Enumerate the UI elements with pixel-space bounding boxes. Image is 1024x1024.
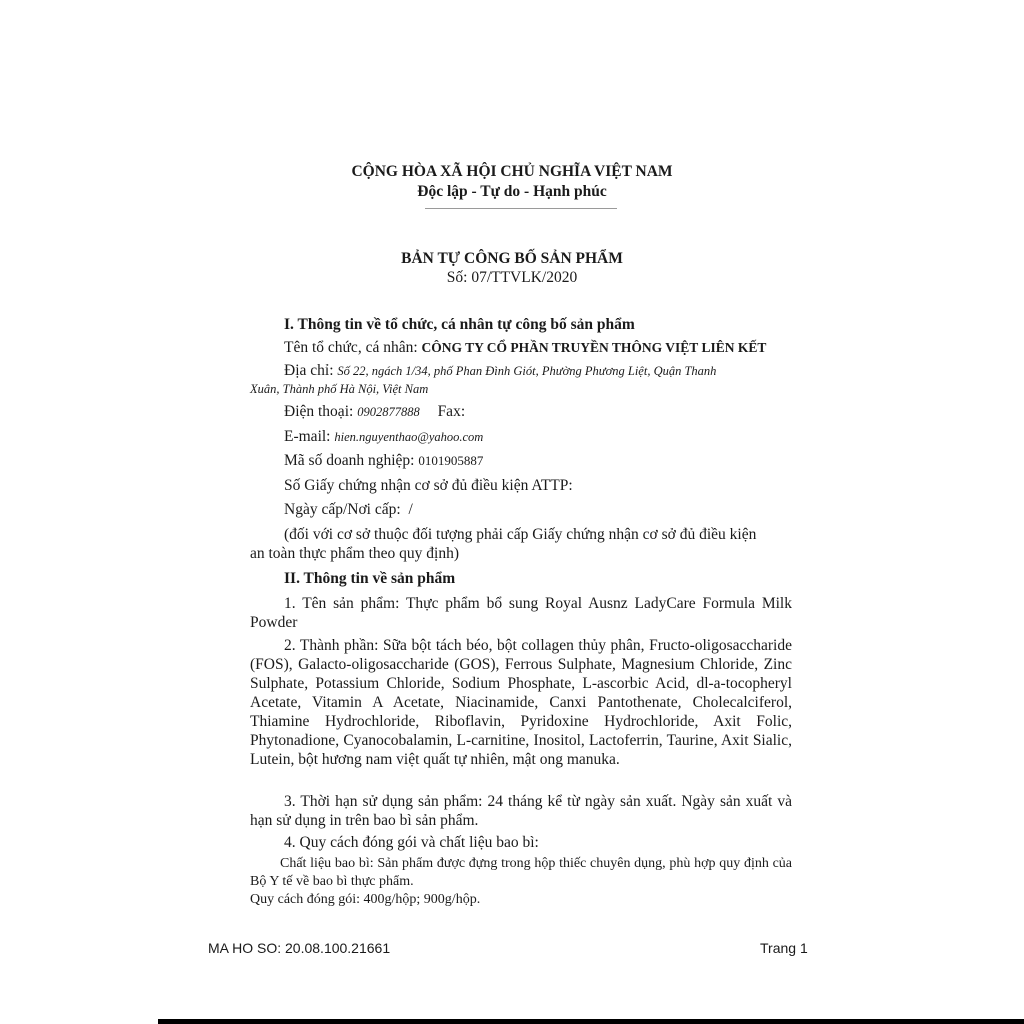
phone-value: 0902877888 bbox=[357, 405, 420, 419]
issue-value: / bbox=[408, 501, 413, 518]
tax-value: 0101905887 bbox=[418, 453, 484, 468]
header-divider bbox=[425, 208, 617, 209]
issue-row bbox=[284, 501, 413, 519]
nation-motto: Độc lập - Tự do - Hạnh phúc bbox=[417, 183, 607, 200]
product-name: 1. Tên sản phẩm: Thực phẩm bổ sung Royal Ausnz LadyCare Formula Milk Powder bbox=[250, 595, 792, 631]
packaging-heading: 4. Quy cách đóng gói và chất liệu bao bì: bbox=[284, 834, 539, 851]
section2-heading: II. Thông tin về sản phẩm bbox=[284, 570, 456, 587]
document-number: Số: 07/TTVLK/2020 bbox=[446, 269, 578, 286]
tax-row bbox=[284, 452, 483, 470]
note-line2: an toàn thực phẩm theo quy định) bbox=[250, 545, 459, 562]
org-row bbox=[284, 339, 766, 357]
address-line1: Số 22, ngách 1/34, phố Phan Đình Giót, Phường Phương Liệt, Quận Thanh bbox=[337, 364, 717, 378]
packaging-material: Chất liệu bao bì: Sản phẩm được đựng trong hộp thiếc chuyên dụng, phù hợp quy định của Bộ Y tế về bao bì thực phẩm. bbox=[250, 856, 792, 889]
address-label: Địa chỉ: bbox=[284, 362, 334, 379]
section1-heading: I. Thông tin về tổ chức, cá nhân tự công bố sản phẩm bbox=[284, 316, 635, 333]
document-title: BẢN TỰ CÔNG BỐ SẢN PHẨM bbox=[401, 250, 623, 267]
note-line1: (đối với cơ sở thuộc đối tượng phải cấp Giấy chứng nhận cơ sở đủ điều kiện bbox=[284, 526, 757, 543]
org-value: CÔNG TY CỔ PHẦN TRUYỀN THÔNG VIỆT LIÊN KẾT bbox=[421, 340, 767, 355]
packaging-spec: Quy cách đóng gói: 400g/hộp; 900g/hộp. bbox=[250, 892, 481, 907]
email-label: E-mail: bbox=[284, 428, 331, 445]
fax-label: Fax: bbox=[437, 403, 466, 420]
issue-label: Ngày cấp/Nơi cấp: bbox=[284, 501, 401, 518]
bottom-edge-bar bbox=[158, 1019, 1024, 1024]
record-number: MA HO SO: 20.08.100.21661 bbox=[208, 940, 391, 956]
tax-label: Mã số doanh nghiệp: bbox=[284, 452, 415, 469]
cert-label: Số Giấy chứng nhận cơ sở đủ điều kiện ATTP: bbox=[284, 477, 573, 494]
email-value: hien.nguyenthao@yahoo.com bbox=[334, 430, 484, 444]
phone-label: Điện thoại: bbox=[284, 403, 354, 420]
email-row bbox=[284, 428, 483, 446]
phone-row bbox=[284, 403, 465, 421]
address-line2: Xuân, Thành phố Hà Nội, Việt Nam bbox=[250, 382, 429, 396]
address-row bbox=[284, 362, 716, 380]
nation-title: CỘNG HÒA XÃ HỘI CHỦ NGHĨA VIỆT NAM bbox=[351, 163, 673, 180]
page-number: Trang 1 bbox=[760, 940, 808, 956]
shelf-life: 3. Thời hạn sử dụng sản phẩm: 24 tháng kể từ ngày sản xuất. Ngày sản xuất và hạn sử dụng in trên bao bì sản phẩm. bbox=[250, 793, 792, 829]
ingredients: 2. Thành phần: Sữa bột tách béo, bột collagen thủy phân, Fructo-oligosaccharide (FOS), Galacto-oligosaccharide (GOS), Ferrous Sulphate, Magnesium Chloride, Zinc Sulphate, Potassium Chloride, Sodium Phosphate, L-ascorbic Acid, dl-a-tocopheryl Acetate, Vitamin A Acetate, Niacinamide, Canxi Pantothenate, Cholecalciferol, Thiamine Hydrochloride, Riboflavin, Pyridoxine Hydrochloride, Axit Folic, Phytonadione, Cyanocobalamin, L-carnitine, Inositol, Lactoferrin, Taurine, Axit Sialic, Lutein, bột hương nam việt quất tự nhiên, mật ong manuka. bbox=[250, 637, 792, 768]
org-label: Tên tổ chức, cá nhân: bbox=[284, 339, 418, 356]
